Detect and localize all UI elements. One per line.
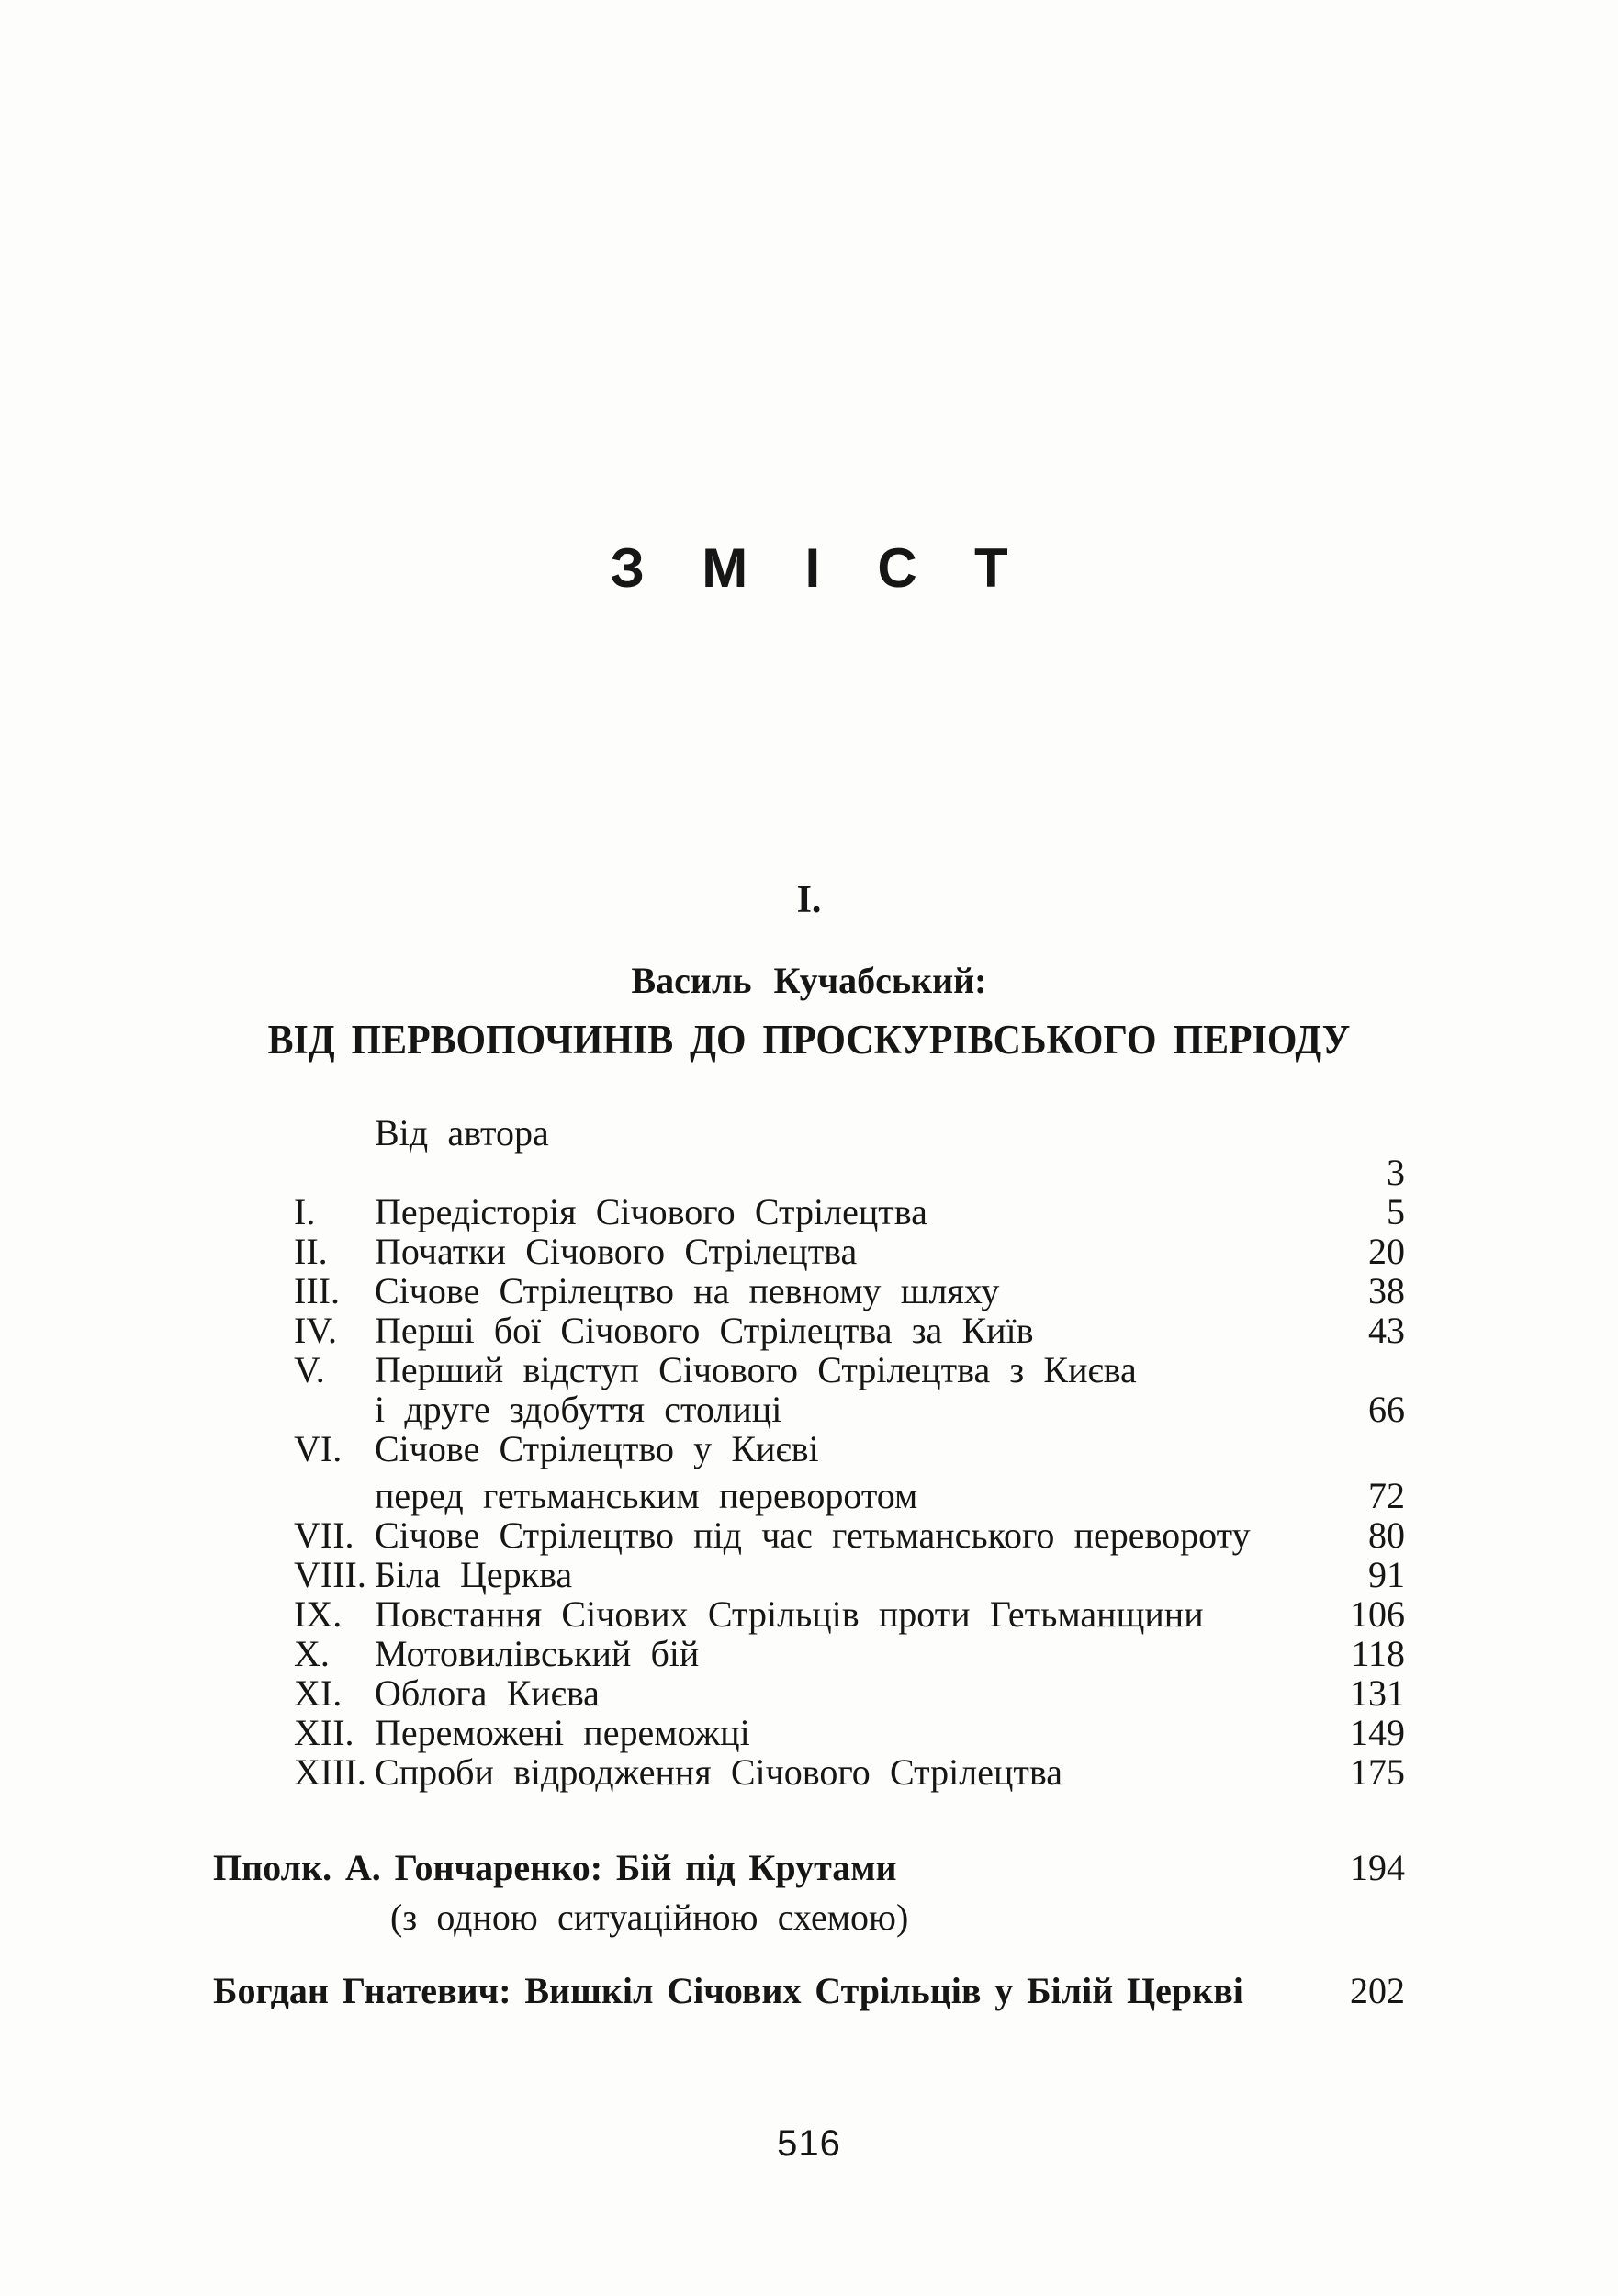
toc-row	[294, 1350, 1405, 1390]
part-number: І.	[796, 879, 822, 921]
toc-row	[294, 1752, 1405, 1792]
toc-entry-label: Початки Січового Стрілецтва	[375, 1231, 858, 1272]
toc-entry-label: Перший відступ Січового Стрілецтва з Києва	[375, 1349, 1137, 1390]
toc-numeral: I.	[294, 1191, 316, 1232]
toc-entry-label: Переможені переможці	[375, 1712, 750, 1753]
section-gap	[213, 1943, 1405, 1967]
section-page-number: 194	[1350, 1847, 1405, 1888]
toc-entry-label: Мотовилівський бій	[375, 1633, 700, 1674]
toc-entry-label: Січове Стрілецтво під час гетьманського перевороту	[375, 1514, 1251, 1556]
toc-numeral: IX.	[294, 1593, 343, 1635]
section-title: Пполк. А. Гончаренко: Бій під Крутами	[213, 1847, 897, 1888]
toc-page-number: 3	[1387, 1152, 1405, 1193]
toc-row	[294, 1594, 1405, 1634]
toc-row	[294, 1713, 1405, 1752]
toc-page-number: 131	[1350, 1672, 1405, 1714]
toc-page-number: 91	[1368, 1554, 1405, 1595]
section-page-number: 202	[1350, 1970, 1405, 2011]
toc-numeral: VIII.	[294, 1554, 366, 1595]
toc-row	[294, 1311, 1405, 1350]
toc-row	[294, 1153, 1405, 1192]
toc-row	[294, 1515, 1405, 1555]
section-entry	[213, 1967, 1405, 2015]
toc-page-number: 66	[1368, 1389, 1405, 1430]
toc-entry-label: Від автора	[375, 1112, 549, 1154]
toc-entry-label: Січове Стрілецтво у Києві	[375, 1428, 819, 1469]
toc-entry-label: Перші бої Січового Стрілецтва за Київ	[375, 1310, 1034, 1351]
toc-row	[294, 1476, 1405, 1515]
toc-list	[294, 1113, 1405, 1792]
toc-numeral: XIII.	[294, 1751, 366, 1793]
toc-row	[294, 1634, 1405, 1673]
toc-page-number: 20	[1368, 1231, 1405, 1272]
toc-page-number: 38	[1368, 1270, 1405, 1311]
section-entries	[213, 1844, 1405, 2015]
author-heading: Василь Кучабський:	[631, 960, 987, 1001]
toc-page-number: 175	[1350, 1751, 1405, 1793]
toc-numeral: II.	[294, 1231, 328, 1272]
toc-page-number: 106	[1350, 1593, 1405, 1635]
toc-row	[294, 1232, 1405, 1271]
toc-numeral: VI.	[294, 1428, 343, 1469]
toc-numeral: IV.	[294, 1310, 338, 1351]
section-subtitle: (з одною ситуаційною схемою)	[390, 1896, 909, 1938]
toc-row	[294, 1673, 1405, 1713]
toc-entry-label: Передісторія Січового Стрілецтва	[375, 1191, 927, 1232]
toc-row	[294, 1271, 1405, 1311]
toc-numeral: V.	[294, 1349, 325, 1390]
toc-entry-label: Повстання Січових Стрільців проти Гетьманщини	[375, 1593, 1204, 1635]
toc-page-number: 43	[1368, 1310, 1405, 1351]
toc-row	[294, 1429, 1405, 1469]
section-entry	[213, 1844, 1405, 1892]
toc-page-number: 72	[1368, 1475, 1405, 1516]
toc-entry-label: Біла Церква	[375, 1554, 573, 1595]
page-title: З М І С Т	[610, 537, 1029, 599]
toc-page-number: 80	[1368, 1514, 1405, 1556]
toc-numeral: XII.	[294, 1712, 354, 1753]
toc-entry-label: Облога Києва	[375, 1672, 600, 1714]
part-title: ВІД ПЕРВОПОЧИНІВ ДО ПРОСКУРІВСЬКОГО ПЕРІОДУ	[267, 1017, 1351, 1063]
toc-row	[294, 1555, 1405, 1594]
toc-numeral: X.	[294, 1633, 330, 1674]
toc-page-number: 149	[1350, 1712, 1405, 1753]
section-title: Богдан Гнатевич: Вишкіл Січових Стрільців у Білій Церкві	[213, 1970, 1243, 2011]
toc-entry-label: перед гетьманським переворотом	[375, 1475, 918, 1516]
toc-row	[294, 1192, 1405, 1232]
toc-numeral: III.	[294, 1270, 340, 1311]
toc-numeral: XI.	[294, 1672, 343, 1714]
folio-page-number: 516	[777, 2123, 841, 2164]
toc-numeral: VII.	[294, 1514, 354, 1556]
toc-entry-label: Спроби відродження Січового Стрілецтва	[375, 1751, 1062, 1793]
toc-entry-label: і друге здобуття столиці	[375, 1389, 782, 1430]
toc-row	[294, 1113, 1405, 1153]
toc-page-number: 118	[1351, 1633, 1405, 1674]
toc-page-number: 5	[1387, 1191, 1405, 1232]
toc-row	[294, 1390, 1405, 1429]
toc-entry-label: Січове Стрілецтво на певному шляху	[375, 1270, 1000, 1311]
